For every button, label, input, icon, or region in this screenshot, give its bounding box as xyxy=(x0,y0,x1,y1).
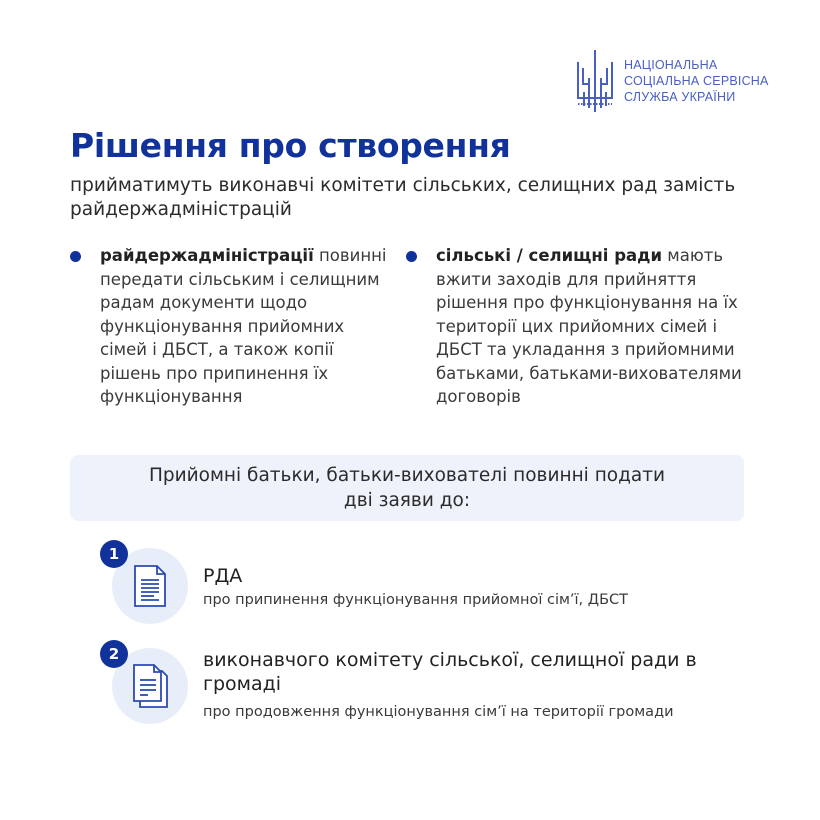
item-title: виконавчого комітету сільської, селищної ради в громаді xyxy=(203,649,697,695)
bullet-icon xyxy=(406,251,417,262)
column-text: мають вжити заходів для прийняття рішення про функціонування на їх території цих прийомних сімей і ДБСТ та укладання з прийомними батьками, батьками-вихователями договорів xyxy=(436,246,742,406)
logo xyxy=(574,48,769,114)
column-text: повинні передати сільським і селищним радам документи щодо функціонування прийомних сімей і ДБСТ, а також копії рішень про припинення їх функціонування xyxy=(100,246,387,406)
banner-text: Прийомні батьки, батьки-вихователі повинні подати дві заяви до: xyxy=(148,465,666,511)
page-subtitle: прийматимуть виконавчі комітети сільських, селищних рад замість райдержадміністрацій xyxy=(70,175,736,220)
item-title: РДА xyxy=(203,565,243,587)
step-number-badge: 1 xyxy=(100,540,128,568)
trident-emblem-icon xyxy=(574,48,616,114)
item-description: про продовження функціонування сім’ї на території громади xyxy=(203,704,674,720)
page-title: Рішення про створення xyxy=(70,126,511,165)
step-number-badge: 2 xyxy=(100,640,128,668)
column-rda xyxy=(70,244,390,409)
logo-line: НАЦІОНАЛЬНА xyxy=(624,58,718,72)
column-bold: сільські / селищні ради xyxy=(436,246,663,265)
logo-text xyxy=(624,57,769,105)
documents-icon xyxy=(131,663,169,709)
column-councils xyxy=(406,244,751,409)
document-icon xyxy=(132,564,168,608)
logo-line: СЛУЖБА УКРАЇНИ xyxy=(624,90,736,104)
bullet-icon xyxy=(70,251,81,262)
item-description: про припинення функціонування прийомної сім’ї, ДБСТ xyxy=(203,592,629,608)
logo-line: СОЦІАЛЬНА СЕРВІСНА xyxy=(624,74,769,88)
info-banner xyxy=(70,455,744,521)
column-bold: райдержадміністрації xyxy=(100,246,314,265)
